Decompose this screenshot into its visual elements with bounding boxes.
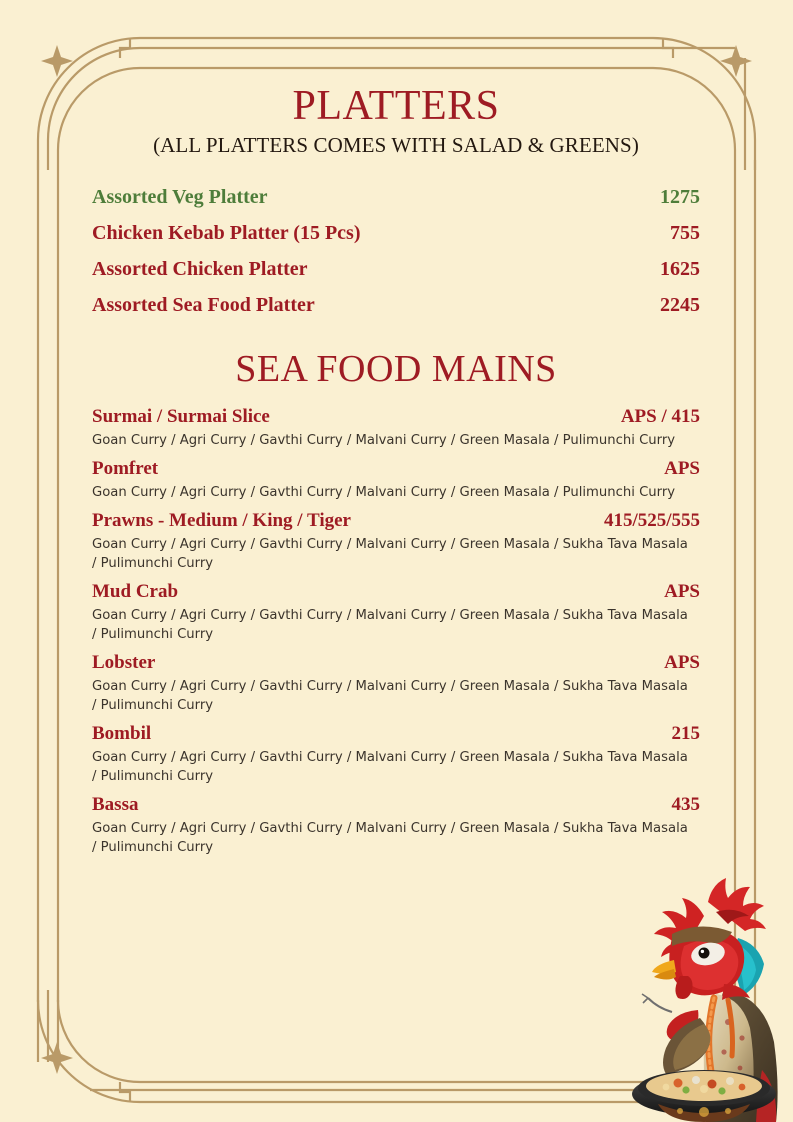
platter-price: 1275 [660,186,700,208]
dish-description: Goan Curry / Agri Curry / Gavthi Curry / Malvani Curry / Green Masala / Sukha Tava Masala / Pulimunchi Curry [92,750,688,784]
rooster-vest [704,994,754,1103]
platter-row [92,185,700,209]
four-pointed-star-icon [720,45,752,77]
dish-item [92,793,700,857]
platter-name: Assorted Sea Food Platter [92,294,315,316]
frame-bottom-mask [0,1100,793,1122]
rooster-tail-feathers [756,1070,776,1122]
rooster-head [669,928,744,996]
frame-bottom-outer-arc [38,1000,653,1102]
four-pointed-star-icon [41,45,73,77]
dish-name: Bassa [92,794,139,815]
dish-name: Bombil [92,723,152,744]
dish-header [92,457,700,481]
rooster-sleeve [663,1018,710,1074]
dish-header [92,405,700,429]
dish-name: Prawns - Medium / King / Tiger [92,510,351,531]
frame-bottom-inner-arc [58,1000,653,1082]
frame-step-top-left [120,38,130,58]
seafood-section-title: SEA FOOD MAINS [235,348,557,390]
dish-name: Surmai / Surmai Slice [92,406,270,427]
platter-base-pattern [677,1107,731,1117]
rooster-chest-feathers [722,984,750,1000]
dish-price: 215 [671,723,700,744]
platter-name: Assorted Veg Platter [92,186,268,208]
dish-price: 435 [671,794,700,815]
frame-step-top-right [663,38,673,58]
rooster-neck-feathers [730,938,764,996]
platter-base [658,1104,750,1122]
frame-left-mask [20,170,80,990]
dish-price: APS / 415 [620,406,700,427]
dish-description: Goan Curry / Agri Curry / Gavthi Curry / Malvani Curry / Green Masala / Sukha Tava Masala / Pulimunchi Curry [92,608,688,642]
dish-item [92,722,700,786]
rooster-beak [652,960,676,974]
four-pointed-star-icon [41,1042,73,1074]
rooster-eye-patch [689,940,727,969]
dish-name: Lobster [92,652,156,673]
frame-right-mask [715,170,775,1100]
rooster-arm [667,1010,699,1041]
rooster-eye [699,948,710,959]
dish-name: Pomfret [92,458,159,479]
dish-header [92,722,700,746]
dish-price: APS [664,581,700,602]
rooster-headband [672,926,732,946]
dish-header [92,793,700,817]
platter-name: Assorted Chicken Platter [92,258,308,280]
dish-description: Goan Curry / Agri Curry / Gavthi Curry / Malvani Curry / Green Masala / Pulimunchi Curry [92,485,676,500]
dish-price: 415/525/555 [603,510,700,531]
dish-price: APS [664,458,700,479]
rooster-coat [704,990,778,1122]
dish-header [92,509,700,533]
frame-bottom-left-mask [30,1062,90,1122]
platters-list [92,185,700,317]
serving-platter [632,1072,776,1116]
seafood-list [92,405,700,857]
dish-name: Mud Crab [92,581,179,602]
dish-item [92,405,700,450]
vest-pattern [721,1019,744,1084]
platter-price: 1625 [660,258,700,280]
platter-price: 2245 [660,294,700,316]
platters-subtitle: (ALL PLATTERS COMES WITH SALAD & GREENS) [153,133,639,157]
rooster-wattle [675,976,692,999]
platters-section-title: PLATTERS [292,83,500,129]
dish-item [92,651,700,715]
dish-item [92,457,700,502]
rooster-comb [654,878,766,957]
platter-row [92,293,700,317]
dish-description: Goan Curry / Agri Curry / Gavthi Curry / Malvani Curry / Green Masala / Sukha Tava Masala / Pulimunchi Curry [92,537,688,571]
frame-step-bottom-left [120,1082,130,1102]
rooster-necklace [709,998,733,1094]
rooster-mascot-icon [612,872,793,1122]
platter-price: 755 [670,222,700,244]
dish-price: APS [664,652,700,673]
menu-content [92,80,700,864]
dish-header [92,580,700,604]
dish-header [92,651,700,675]
fork-icon [648,998,672,1012]
dish-item [92,580,700,644]
platter-food [646,1071,762,1101]
food-bits [663,1076,746,1095]
platter-row [92,221,700,245]
dish-item [92,509,700,573]
platter-name: Chicken Kebab Platter (15 Pcs) [92,222,361,244]
platter-row [92,257,700,281]
dish-description: Goan Curry / Agri Curry / Gavthi Curry / Malvani Curry / Green Masala / Sukha Tava Masala / Pulimunchi Curry [92,679,688,713]
dish-description: Goan Curry / Agri Curry / Gavthi Curry / Malvani Curry / Green Masala / Pulimunchi Curry [92,433,676,448]
dish-description: Goan Curry / Agri Curry / Gavthi Curry / Malvani Curry / Green Masala / Sukha Tava Masala / Pulimunchi Curry [92,821,688,855]
